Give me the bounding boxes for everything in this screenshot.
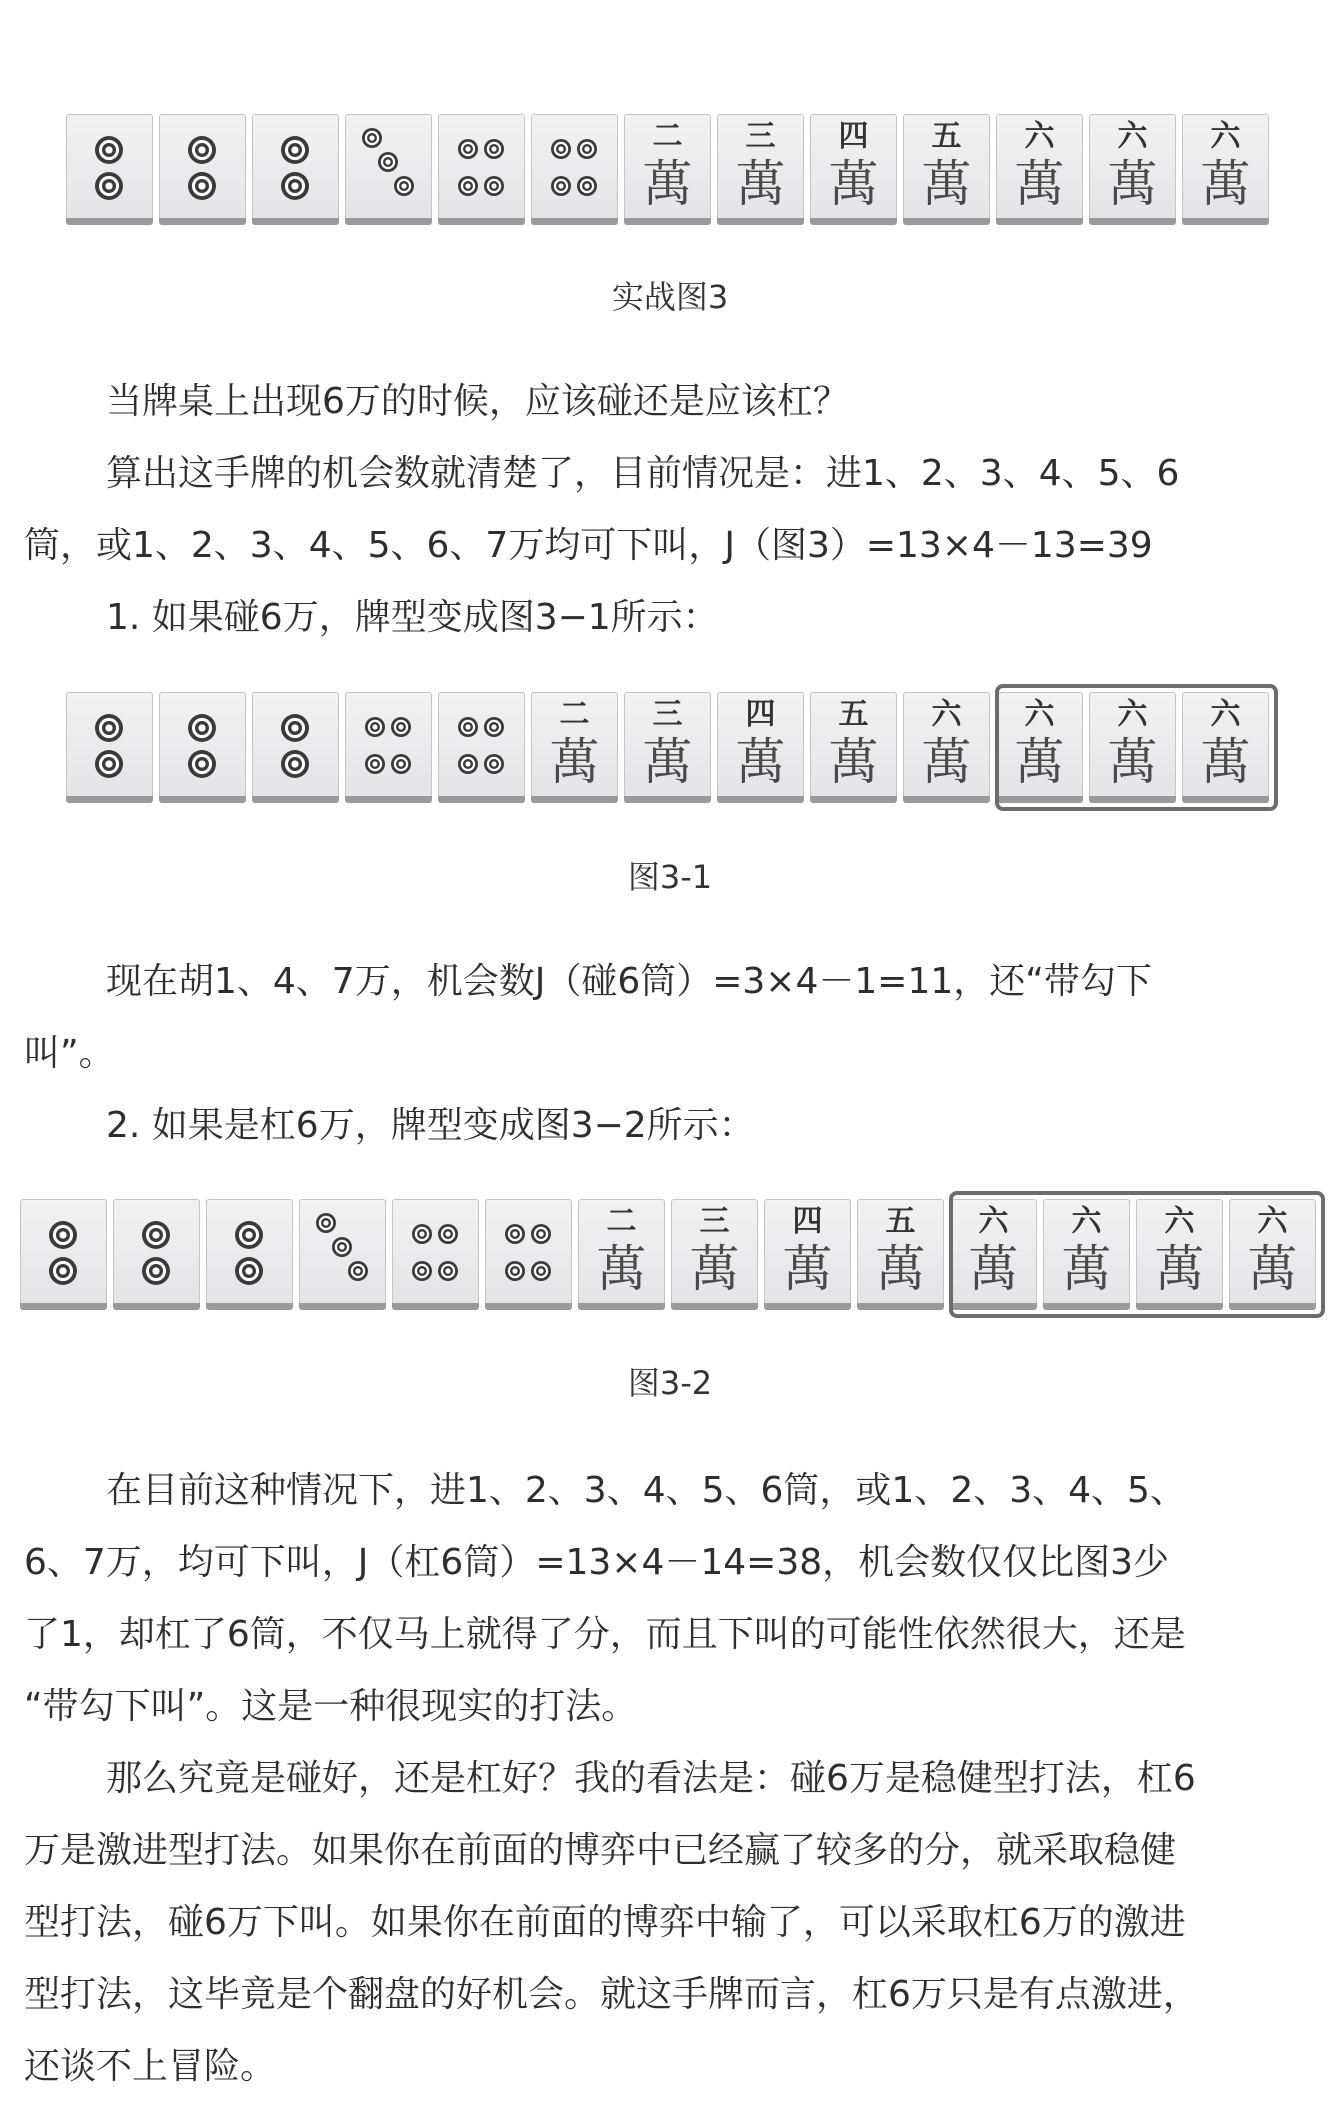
tile-suit-character: 萬	[689, 1240, 740, 1298]
circle-tile	[438, 692, 525, 803]
tile-number: 六	[978, 1204, 1009, 1239]
paragraph	[24, 946, 1324, 1162]
kong-group-frame	[949, 1191, 1325, 1318]
text-line: 现在胡1、4、7万，机会数J（碰6筒）=3×4－1=11，还“带勾下	[106, 961, 1152, 1002]
text-line: 型打法，碰6万下叫。如果你在前面的博弈中输了，可以采取杠6万的激进	[24, 1902, 1186, 1943]
text-line: 叫”。	[24, 1033, 115, 1074]
text-line: “带勾下叫”。这是一种很现实的打法。	[24, 1686, 638, 1727]
tile-number: 六	[1210, 119, 1241, 154]
character-tile	[1182, 114, 1269, 225]
circle-suit-icon	[159, 692, 246, 796]
circle-suit-icon	[113, 1199, 200, 1303]
character-tile	[764, 1199, 851, 1310]
text-line: 算出这手牌的机会数就清楚了，目前情况是：进1、2、3、4、5、6	[106, 453, 1180, 494]
tile-suit-character: 萬	[875, 1240, 926, 1298]
tile-number: 二	[652, 119, 683, 154]
character-tile	[1089, 114, 1176, 225]
circle-tile	[392, 1199, 479, 1310]
circle-suit-icon	[252, 692, 339, 796]
text-line: 1. 如果碰6万，牌型变成图3−1所示：	[106, 597, 719, 638]
circle-suit-icon	[66, 114, 153, 218]
tile-suit-character: 萬	[1200, 733, 1251, 791]
circle-tile	[345, 114, 432, 225]
tile-number: 五	[931, 119, 962, 154]
circle-suit-icon	[345, 114, 432, 218]
figure-caption: 图3-1	[627, 858, 713, 896]
circle-suit-icon	[66, 692, 153, 796]
character-tile	[903, 114, 990, 225]
tile-suit-character: 萬	[1014, 155, 1065, 213]
tile-suit-character: 萬	[1014, 733, 1065, 791]
circle-tile	[252, 114, 339, 225]
text-line: 6、7万，均可下叫，J（杠6筒）=13×4－14=38，机会数仅仅比图3少	[24, 1542, 1170, 1583]
text-line: 当牌桌上出现6万的时候，应该碰还是应该杠？	[106, 381, 849, 422]
circle-suit-icon	[438, 692, 525, 796]
character-tile	[717, 692, 804, 803]
circle-suit-icon	[531, 114, 618, 218]
character-tile	[531, 692, 618, 803]
tile-number: 六	[1071, 1204, 1102, 1239]
tile-suit-character: 萬	[1107, 155, 1158, 213]
character-tile	[810, 692, 897, 803]
tile-number: 四	[792, 1204, 823, 1239]
tile-number: 六	[1164, 1204, 1195, 1239]
text-line: 型打法，这毕竟是个翻盘的好机会。就这手牌而言，杠6万只是有点激进，	[24, 1974, 1199, 2015]
tile-suit-character: 萬	[782, 1240, 833, 1298]
tile-number: 三	[699, 1204, 730, 1239]
tile-number: 六	[1024, 119, 1055, 154]
text-line: 万是激进型打法。如果你在前面的博弈中已经赢了较多的分，就采取稳健	[24, 1830, 1177, 1871]
tile-number: 六	[1024, 697, 1055, 732]
character-tile	[578, 1199, 665, 1310]
text-line: 那么究竟是碰好，还是杠好？我的看法是：碰6万是稳健型打法，杠6	[106, 1758, 1196, 1799]
tile-number: 六	[1117, 119, 1148, 154]
circle-tile	[206, 1199, 293, 1310]
circle-tile	[252, 692, 339, 803]
circle-suit-icon	[392, 1199, 479, 1303]
tile-suit-character: 萬	[1247, 1240, 1298, 1298]
circle-tile	[345, 692, 432, 803]
tile-number: 四	[838, 119, 869, 154]
circle-tile	[438, 114, 525, 225]
tile-suit-character: 萬	[828, 733, 879, 791]
circle-suit-icon	[345, 692, 432, 796]
tile-number: 三	[652, 697, 683, 732]
tile-suit-character: 萬	[549, 733, 600, 791]
tile-number: 六	[1257, 1204, 1288, 1239]
character-tile	[903, 692, 990, 803]
character-tile	[996, 114, 1083, 225]
tile-number: 四	[745, 697, 776, 732]
tile-number: 五	[885, 1204, 916, 1239]
tile-number: 六	[1117, 697, 1148, 732]
tile-suit-character: 萬	[968, 1240, 1019, 1298]
circle-suit-icon	[485, 1199, 572, 1303]
circle-suit-icon	[438, 114, 525, 218]
tile-suit-character: 萬	[735, 155, 786, 213]
tile-suit-character: 萬	[921, 155, 972, 213]
text-line: 还谈不上冒险。	[24, 2046, 277, 2087]
character-tile	[624, 692, 711, 803]
figure-caption: 实战图3	[611, 278, 729, 316]
tile-number: 六	[1210, 697, 1241, 732]
circle-tile	[485, 1199, 572, 1310]
circle-tile	[159, 692, 246, 803]
paragraph	[24, 366, 1324, 654]
character-tile	[624, 114, 711, 225]
circle-suit-icon	[206, 1199, 293, 1303]
figure-caption: 图3-2	[627, 1364, 713, 1402]
tile-suit-character: 萬	[735, 733, 786, 791]
text-line: 筒，或1、2、3、4、5、6、7万均可下叫，J（图3）=13×4－13=39	[24, 525, 1153, 566]
circle-tile	[113, 1199, 200, 1310]
circle-suit-icon	[252, 114, 339, 218]
text-line: 2. 如果是杠6万，牌型变成图3−2所示：	[106, 1105, 755, 1146]
circle-tile	[20, 1199, 107, 1310]
tile-suit-character: 萬	[642, 733, 693, 791]
circle-tile	[299, 1199, 386, 1310]
circle-tile	[159, 114, 246, 225]
character-tile	[717, 114, 804, 225]
tile-suit-character: 萬	[596, 1240, 647, 1298]
tile-number: 六	[931, 697, 962, 732]
tile-row-figure-3	[66, 114, 1269, 225]
circle-suit-icon	[159, 114, 246, 218]
pong-group-frame	[995, 684, 1278, 811]
tile-suit-character: 萬	[828, 155, 879, 213]
tile-number: 二	[559, 697, 590, 732]
circle-suit-icon	[299, 1199, 386, 1303]
character-tile	[671, 1199, 758, 1310]
tile-suit-character: 萬	[1107, 733, 1158, 791]
tile-number: 二	[606, 1204, 637, 1239]
text-line: 在目前这种情况下，进1、2、3、4、5、6筒，或1、2、3、4、5、	[106, 1470, 1186, 1511]
tile-suit-character: 萬	[1154, 1240, 1205, 1298]
text-line: 了1，却杠了6筒，不仅马上就得了分，而且下叫的可能性依然很大，还是	[24, 1614, 1186, 1655]
character-tile	[857, 1199, 944, 1310]
tile-number: 五	[838, 697, 869, 732]
circle-tile	[66, 114, 153, 225]
tile-suit-character: 萬	[1061, 1240, 1112, 1298]
tile-suit-character: 萬	[921, 733, 972, 791]
tile-number: 三	[745, 119, 776, 154]
circle-tile	[531, 114, 618, 225]
tile-suit-character: 萬	[642, 155, 693, 213]
circle-suit-icon	[20, 1199, 107, 1303]
character-tile	[810, 114, 897, 225]
circle-tile	[66, 692, 153, 803]
tile-suit-character: 萬	[1200, 155, 1251, 213]
paragraph	[24, 1455, 1324, 2103]
